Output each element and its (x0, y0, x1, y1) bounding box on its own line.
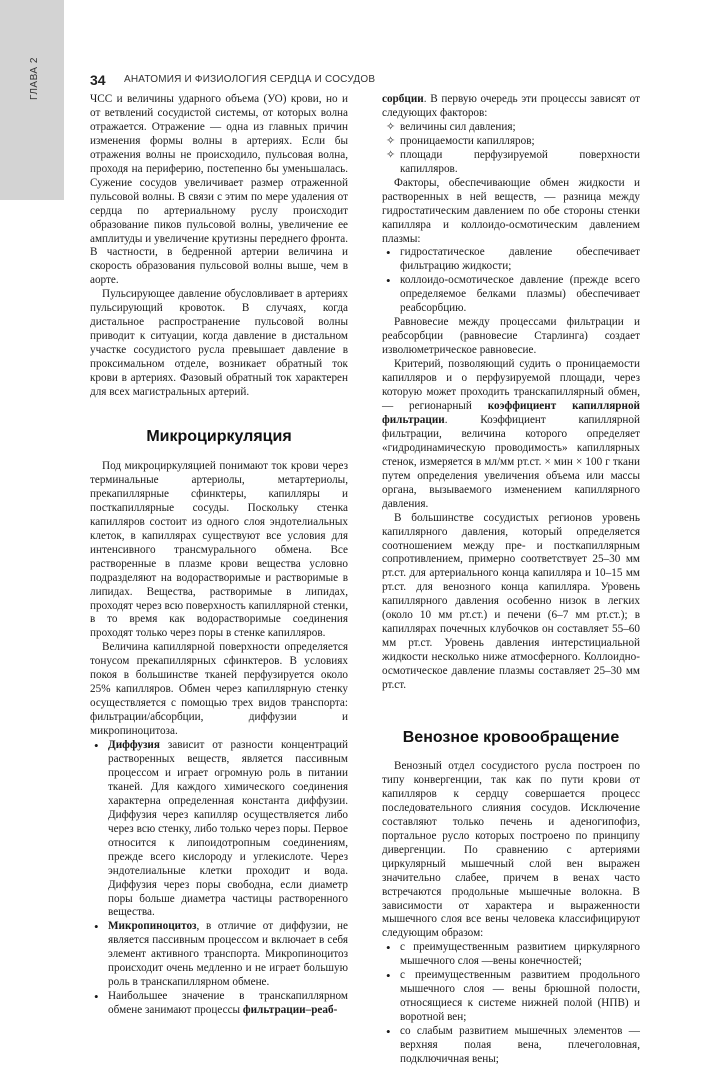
bullet-icon: • (386, 940, 391, 956)
pressure-list (382, 246, 640, 316)
list-item (90, 920, 348, 990)
list-item-text: , в отличие от диффузии, не является пассивным процессом и включает в себя элемент активного транспорта. Микропиноцитоз происходит очень медленно и не играет большую роль в транскапиллярном обмене. (108, 920, 348, 989)
paragraph: Критерий, позволяющий судить о проницаемости капилляров и о перфузируемой площади, через которую может проходить транскапиллярный обмен, — регионарный коэффициент капиллярной фильтрации. Коэффициент капиллярной фильтрации, величина которого определяет «гидродинамическую проводимость» капиллярных стенок, измеряется в мл/мм рт.ст. × мин × 100 г ткани путем определения увеличения объема или массы органа, вызываемого изменением капиллярного давления. (382, 358, 640, 510)
term: коэффициент капиллярной фильтрации (382, 399, 640, 426)
paragraph: ЧСС и величины ударного объема (УО) крови, но и от ветвлений сосудистой системы, от которых волна отражается. Отражение — одна из главных причин изменения формы волны в артериях. Если бы отражения волны не происходило, пульсовая волна, проходя на периферию, постепенно бы уменьшалась. Сужение сосудов увеличивает размер отраженной пульсовой волны. В связи с этим по мере удаления от сердца по артериальному руслу происходит образование пиков пульсовой волны, увеличение ее амплитуды и увеличение крутизны переднего фронта. В частности, в бедренной артерии величина и скорость образования пульсовой волны выше, чем в аорте. (90, 93, 348, 287)
left-column (90, 93, 348, 1018)
paragraph-text: . В первую очередь эти процессы зависят от следующих факторов: (382, 93, 640, 119)
chapter-label: ГЛАВА 2 (29, 57, 40, 100)
paragraph: Факторы, обеспечивающие обмен жидкости и растворенных в ней веществ, — разница между гидростатическим давлением по обе стороны стенки капилляра и коллоидо-осмотическим давлением плазмы: (382, 176, 640, 245)
list-item-text: гидростатическое давление обеспечивает фильтрацию жидкости; (400, 246, 640, 273)
list-item-text: площади перфузируемой поверхности капилляров. (400, 148, 640, 175)
list-item (382, 274, 640, 316)
bullet-icon: • (386, 968, 391, 984)
term: фильтрации–реаб- (242, 1004, 338, 1017)
diamond-bullet-icon: ✧ (386, 148, 396, 161)
chapter-side-tab (0, 0, 64, 200)
list-item-text: зависит от разности концентраций растворенных веществ, является пассивным процессом и играет огромную роль в питании тканей. Для каждого химического соединения характерна определенная константа диффузии. Диффузия через капилляр осуществляется либо через всю стенку, либо только через поры. Первое относится к липоидотропным соединениям, прежде всего кислороду и углекислоте. Через эндотелиальные клетки проходит и вода. Диффузия через поры свободна, если диаметр поры больше диаметра частицы растворенного вещества. (108, 739, 348, 919)
bullet-icon: • (94, 738, 99, 754)
page-number: 34 (90, 72, 106, 88)
bullet-icon: • (94, 989, 99, 1005)
paragraph: Величина капиллярной поверхности определяется тонусом прекапиллярных сфинктеров. В условиях покоя в большинстве тканей перфузируется около 25% капилляров. Обмен через капиллярную стенку осуществляется с помощью трех видов транспорта: фильтрации/абсорбции, диффузии и микропиноцитоза. (90, 641, 348, 738)
paragraph: Пульсирующее давление обусловливает в артериях пульсирующий кровоток. В случаях, когда дистальное распространение пульсовой волны приводит к ситуации, когда давление в дистальном участке сосудистого русла превышает давление в проксимальном отделе, возникает обратный ток крови в артериях. Фазовый обратный ток характерен для всех магистральных артерий. (90, 288, 348, 399)
list-item (382, 121, 640, 135)
list-item-text: величины сил давления; (400, 120, 516, 133)
paragraph: Равновесие между процессами фильтрации и реабсорбции (равновесие Старлинга) создает изволюметрическое равновесие. (382, 316, 640, 357)
list-item (382, 246, 640, 274)
running-head: АНАТОМИЯ И ФИЗИОЛОГИЯ СЕРДЦА И СОСУДОВ (124, 74, 376, 85)
paragraph: Венозный отдел сосудистого русла построен по типу конвергенции, так как по пути крови от капилляров к сердцу совершается процесс последовательного слияния сосудов. Исключение составляют только печень и аденогипофиз, портальное русло которых построено по принципу дивергенции. По сравнению с артериями циркулярный мышечный слой вен выражен значительно слабее, причем в венах часто встречаются продольные мышечные волокна. В зависимости от характера и выраженности мышечного слоя все вены человека классифицируют следующим образом: (382, 759, 640, 940)
paragraph: Под микроциркуляцией понимают ток крови через терминальные артериолы, метартериолы, прекапиллярные сфинктеры, капилляры и посткапиллярные сосуды. Поскольку стенка капилляров состоит из одного слоя эндотелиальных клеток, в капиллярах существуют все условия для интенсивного трансмурального обмена. Все растворенные в плазме крови вещества условно подразделяют на водорастворимые и растворимые в липидах. Вещества, растворимые в липидах, проходят через всю поверхность капиллярной стенки, в то время как водорастворимые соединения проходят только через поры в стенке капилляров. (90, 459, 348, 640)
page-header (90, 72, 670, 88)
list-item (382, 969, 640, 1025)
list-item-text: коллоидо-осмотическое давление (прежде всего определяемое белками плазмы) обеспечивает реабсорбцию. (400, 274, 640, 315)
list-item (382, 149, 640, 177)
right-column (382, 93, 640, 1067)
list-item (382, 941, 640, 969)
bullet-icon: • (386, 1024, 391, 1040)
term: сорбции (382, 93, 424, 105)
bullet-icon: • (94, 919, 99, 935)
list-item (382, 1025, 640, 1067)
section-heading-microcirculation: Микроциркуляция (146, 427, 292, 445)
list-item-text: со слабым развитием мышечных элементов — верхняя полая вена, плечеголовная, подключичная вены; (400, 1025, 640, 1065)
list-item (382, 135, 640, 149)
factor-list (382, 121, 640, 177)
list-item-text: с преимущественным развитием циркулярного мышечного слоя —вены конечностей; (400, 941, 640, 968)
term: Микропиноцитоз (108, 920, 197, 933)
list-item-text: с преимущественным развитием продольного мышечного слоя — вены брюшной полости, относящиеся к системе нижней полой (НПВ) и воротной вен; (400, 969, 640, 1024)
term: Диффузия (108, 739, 160, 752)
list-item (90, 739, 348, 920)
transport-list (90, 739, 348, 1018)
diamond-bullet-icon: ✧ (386, 120, 396, 133)
list-item-text: Наибольшее значение в транскапиллярном обмене занимают процессы (108, 990, 348, 1017)
list-item (90, 990, 348, 1018)
paragraph: В большинстве сосудистых регионов уровень капиллярного давления, который определяется соотношением между пре- и посткапиллярным сопротивлением, примерно соответствует 25–30 мм рт.ст. для артериального конца капилляра и 10–15 мм рт.ст. для венозного конца капилляра. Уровень капиллярного давления особенно низок в легких (около 10 мм рт.ст.) и печени (6–7 мм рт.ст.); в капиллярах почечных клубочков он составляет 55–60 мм рт.ст. Уровень давления интерстициальной жидкости несколько ниже атмосферного. Коллоидно-осмотическое давление плазмы составляет 25–30 мм рт.ст. (382, 511, 640, 692)
bullet-icon: • (386, 245, 391, 261)
diamond-bullet-icon: ✧ (386, 134, 396, 147)
section-heading-venous: Венозное кровообращение (402, 728, 620, 746)
vein-list (382, 941, 640, 1067)
bullet-icon: • (386, 273, 391, 289)
list-item-text: проницаемости капилляров; (400, 134, 535, 147)
